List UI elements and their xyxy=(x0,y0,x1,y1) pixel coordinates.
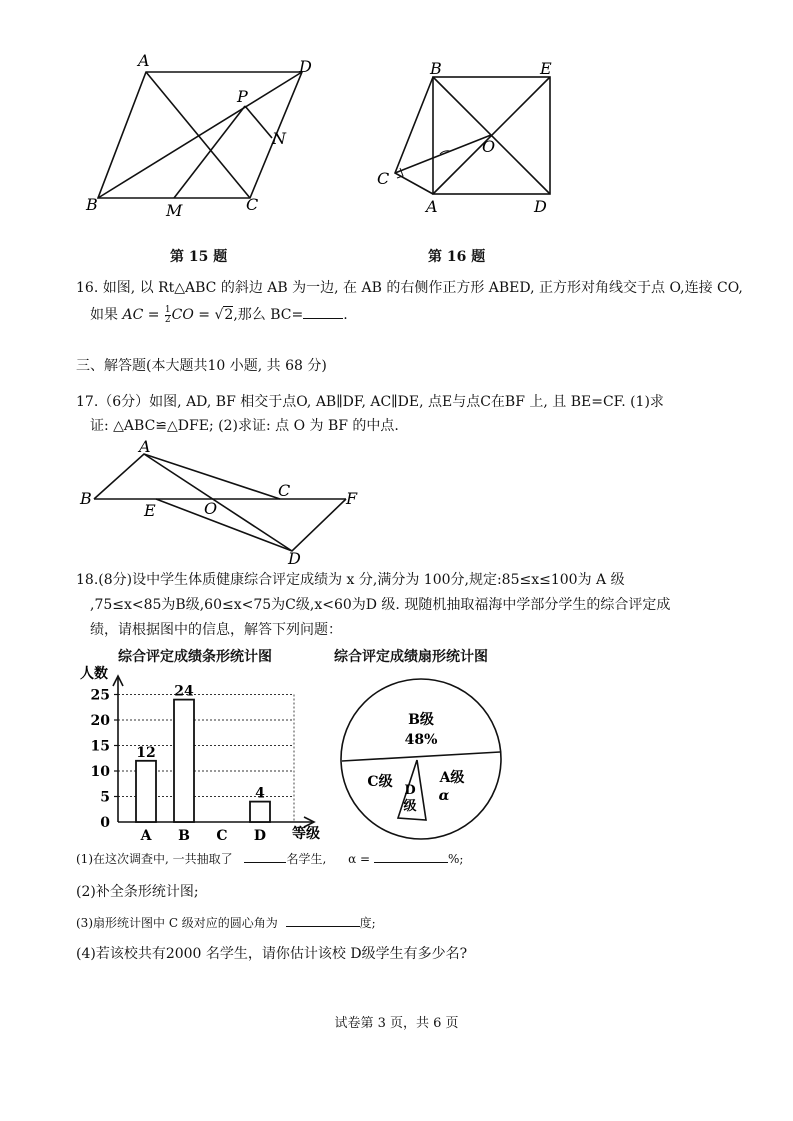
pie-label-b: B级 xyxy=(408,712,434,728)
label-B: B xyxy=(86,195,98,214)
label-N: N xyxy=(272,129,286,148)
figure-16-caption: 第 16 题 xyxy=(428,249,486,265)
q18-3-blank-angle xyxy=(286,912,360,927)
q17-line1: 17.（6分）如图, AD, BF 相交于点O, AB∥DF, AC∥DE, 点E与点C在BF 上, 且 BE=CF. (1)求 xyxy=(76,394,664,410)
q18-line1: 18.(8分)设中学生体质健康综合评定成绩为 x 分,满分为 100分,规定:85≤x≤100为 A 级 xyxy=(76,572,625,588)
label-F: F xyxy=(346,489,358,508)
label-E: E xyxy=(144,501,156,520)
label-D: D xyxy=(299,57,312,76)
label-O: O xyxy=(482,137,496,156)
pie-chart xyxy=(338,676,504,842)
bar-chart-title: 综合评定成绩条形统计图 xyxy=(118,649,272,665)
pie-label-d-1: D xyxy=(404,783,416,798)
q18-line3: 绩，请根据图中的信息，解答下列问题： xyxy=(90,622,342,638)
figure-16 xyxy=(370,58,570,220)
bar-chart xyxy=(76,664,346,844)
q16-line2: 如果 AC = $\frac{1}{2}$ CO = √2,那么 BC= . xyxy=(90,304,348,325)
x-axis-label: 等级 xyxy=(292,826,320,842)
pie-label-a: A级 xyxy=(439,770,465,786)
section-3-heading: 三、解答题(本大题共10 小题, 共 68 分) xyxy=(76,358,327,374)
q17-line2: 证: △ABC≌△DFE; (2)求证: 点 O 为 BF 的中点. xyxy=(90,418,399,434)
bar-B xyxy=(174,700,194,822)
ytick-label-20: 20 xyxy=(90,713,110,729)
data-label-B: 24 xyxy=(174,683,194,700)
q18-1-blank-count xyxy=(244,848,286,863)
q16-answer-blank xyxy=(303,304,343,319)
label-D: D xyxy=(534,197,547,216)
label-D: D xyxy=(288,549,301,566)
q18-line2: ,75≤x<85为B级,60≤x<75为C级,x<60为D 级. 现随机抽取福海中学部分学生的综合评定成 xyxy=(90,597,671,613)
figure-17 xyxy=(76,438,376,566)
pie-label-d-2: 级 xyxy=(403,799,417,814)
pie-slice-b-boundary xyxy=(342,752,500,761)
bar-D xyxy=(250,802,270,822)
ytick-label-25: 25 xyxy=(90,687,110,704)
figure-15 xyxy=(80,48,320,223)
label-A: A xyxy=(139,438,151,456)
xtick-label-C: C xyxy=(216,828,228,844)
xtick-label-A: A xyxy=(140,828,152,844)
page-footer: 试卷第 3 页，共 6 页 xyxy=(334,1016,459,1031)
figure-15-caption: 第 15 题 xyxy=(170,249,228,265)
label-C: C xyxy=(246,195,259,214)
label-C: C xyxy=(278,481,291,500)
pie-label-b-percent: 48% xyxy=(404,732,438,748)
ytick-label-5: 5 xyxy=(100,789,110,806)
sub-q4: (4)若该校共有2000 名学生，请你估计该校 D级学生有多少名? xyxy=(76,946,468,962)
ytick-label-15: 15 xyxy=(90,738,110,755)
y-axis-label: 人数 xyxy=(80,666,108,682)
label-A: A xyxy=(138,51,150,70)
pie-label-c: C级 xyxy=(367,774,393,790)
label-E: E xyxy=(540,59,552,78)
sub-q2: (2)补全条形统计图; xyxy=(76,884,199,900)
ytick-label-0: 0 xyxy=(100,815,110,831)
q16-line1: 16. 如图, 以 Rt△ABC 的斜边 AB 为一边, 在 AB 的右侧作正方形 ABED, 正方形对角线交于点 O,连接 CO, xyxy=(76,280,743,296)
label-A: A xyxy=(426,197,438,216)
label-O: O xyxy=(204,499,218,518)
ytick-label-10: 10 xyxy=(90,764,110,780)
pie-label-alpha: α xyxy=(438,788,450,804)
q18-1-blank-alpha xyxy=(374,848,448,863)
label-B: B xyxy=(80,489,92,508)
label-C: C xyxy=(377,169,390,188)
bar-A xyxy=(136,761,156,822)
label-B: B xyxy=(430,59,442,78)
xtick-label-B: B xyxy=(178,828,190,844)
label-P: P xyxy=(237,87,248,106)
data-label-A: 12 xyxy=(136,744,156,761)
sub-q3: (3)扇形统计图中 C 级对应的圆心角为 度; xyxy=(76,912,376,932)
data-label-D: 4 xyxy=(255,785,265,802)
label-M: M xyxy=(166,201,183,220)
pie-chart-title: 综合评定成绩扇形统计图 xyxy=(334,649,488,665)
sub-q1: (1)在这次调查中, 一共抽取了 名学生, α = %; xyxy=(76,848,463,868)
xtick-label-D: D xyxy=(253,828,267,844)
